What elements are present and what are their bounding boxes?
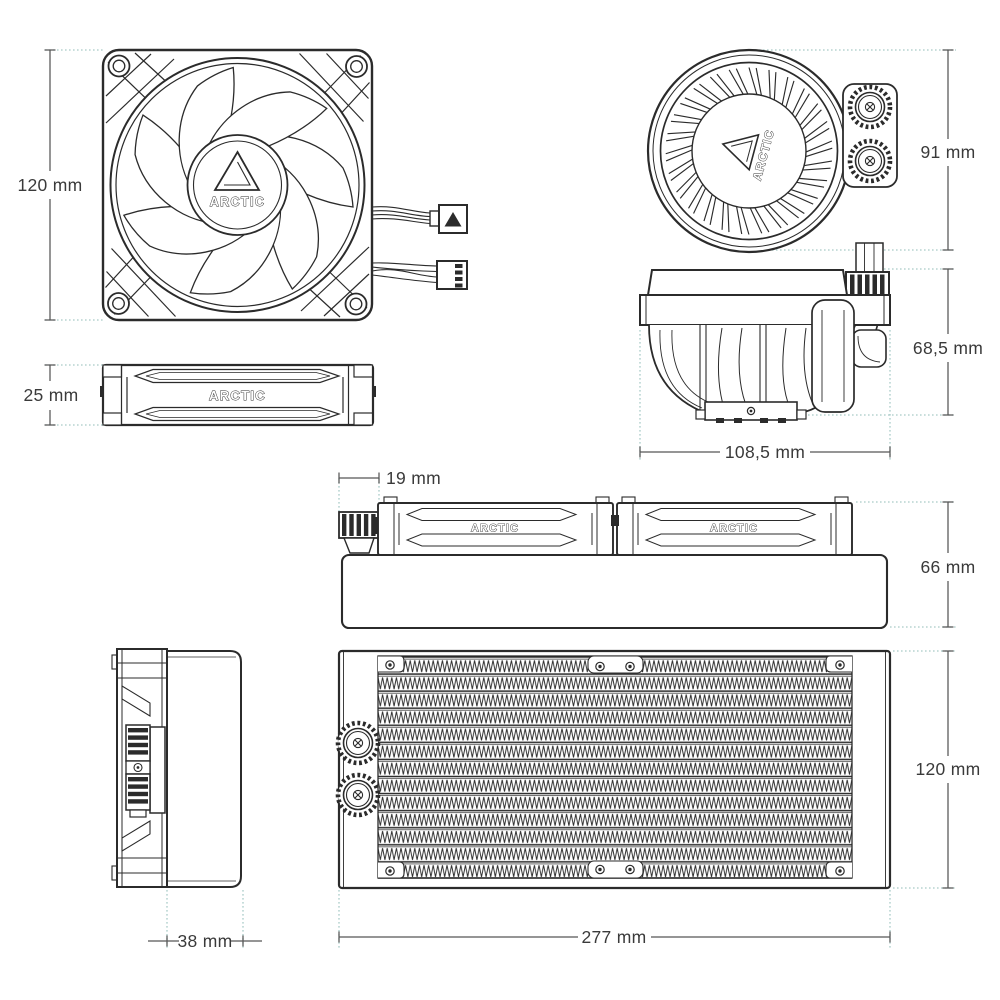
pump-bracket — [812, 300, 854, 412]
four-pin-connector — [437, 261, 467, 289]
label-assembly-height: 66 mm — [920, 557, 976, 577]
assembly-fan-2 — [617, 497, 852, 555]
radiator-fins — [378, 656, 852, 878]
label-fitting-offset: 19 mm — [386, 468, 441, 488]
label-pump-width: 108,5 mm — [724, 442, 806, 462]
assembly-fan-1 — [378, 497, 613, 555]
label-pump-diameter: 91 mm — [920, 142, 976, 162]
end-fittings — [126, 725, 165, 817]
fan-side-view — [100, 365, 376, 425]
arctic-logo-text: ARCTIC — [470, 522, 520, 535]
arctic-logo-text: ARCTIC — [749, 127, 778, 183]
label-radiator-width: 120 mm — [915, 759, 981, 779]
radiator-side-body — [342, 555, 887, 628]
end-radiator-body — [167, 651, 241, 887]
label-radiator-length: 277 mm — [581, 927, 647, 947]
label-fan-depth: 25 mm — [23, 385, 79, 405]
arctic-logo-text: ARCTIC — [709, 522, 759, 535]
radiator-assembly-side-view — [339, 497, 887, 628]
radiator-end-view — [112, 649, 241, 887]
arctic-logo-text: ARCTIC — [209, 388, 266, 403]
pump-hose-fittings-top — [843, 84, 897, 187]
label-radiator-depth: 38 mm — [177, 931, 233, 951]
arctic-logo-text: ARCTIC — [209, 195, 266, 209]
label-pump-height: 68,5 mm — [912, 338, 984, 358]
label-fan-size: 120 mm — [17, 175, 83, 195]
radiator-top-view — [338, 651, 890, 888]
